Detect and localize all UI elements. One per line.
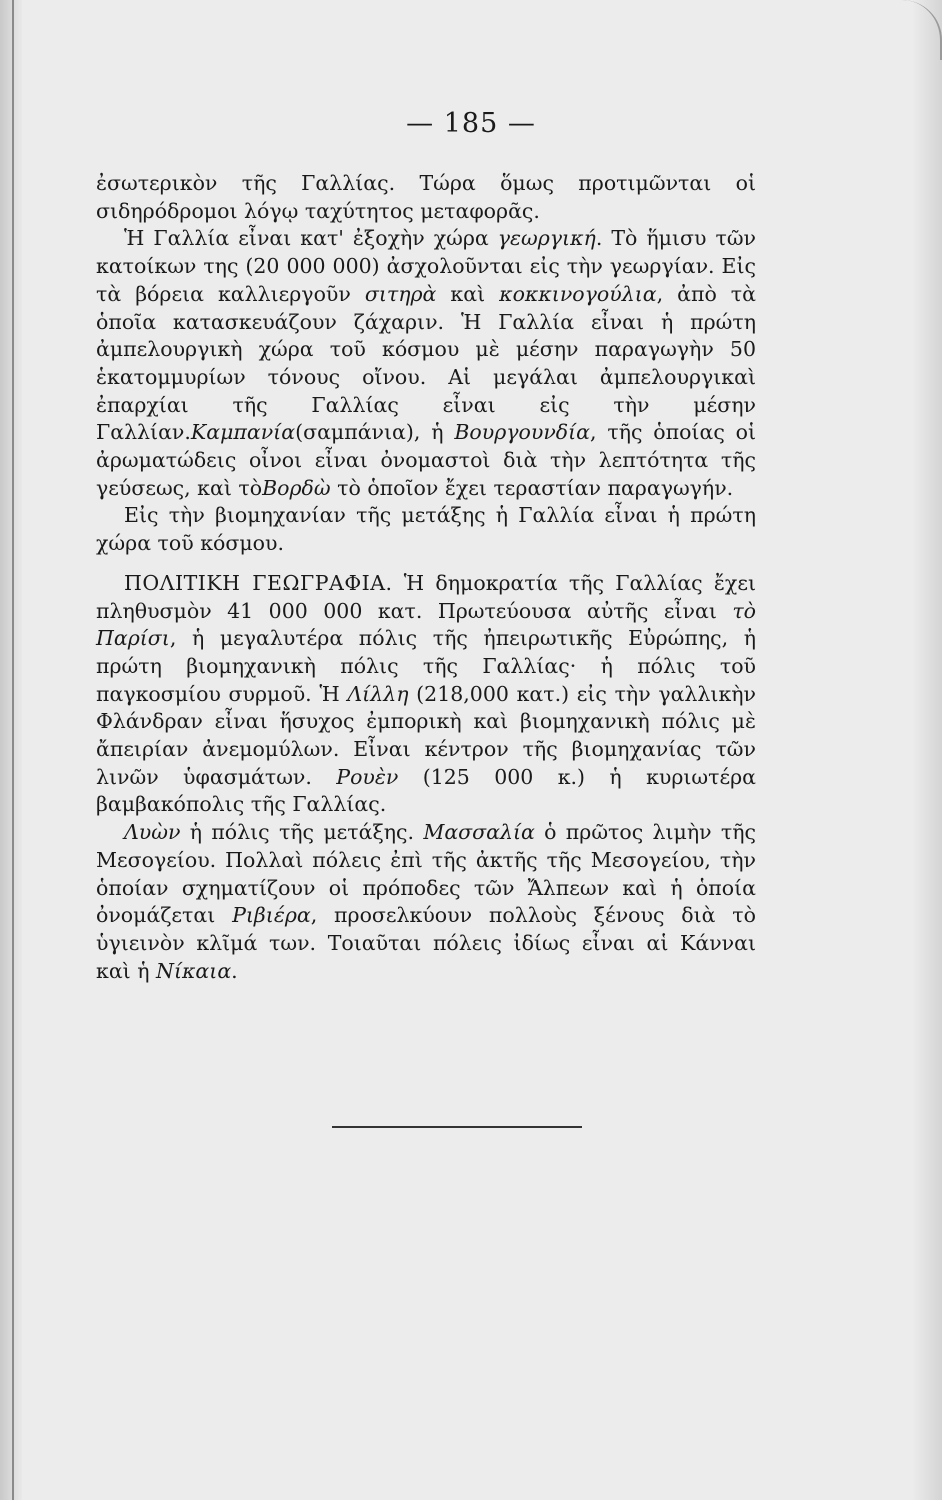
paragraph-3-text: Εἰς τὴν βιομηχανίαν τῆς μετάξης ἡ Γαλλία εἶναι ἡ πρώτη χώρα τοῦ κόσμου. (96, 503, 756, 556)
section-end-rule (332, 1126, 582, 1128)
paragraph-5 (96, 819, 756, 985)
paragraph-2-text-5: (σαμπάνια), ἡ (295, 420, 455, 445)
page-edge-line (12, 0, 14, 1500)
paragraph-2-text-7: τὸ ὁποῖον ἔχει τεραστίαν παραγωγήν. (330, 475, 734, 500)
paragraph-5-text-2: ὁ πρῶτος λιμὴν τῆς Μεσογείου. Πολλαὶ πόλεις ἐπὶ τῆς ἀκτῆς τῆς Μεσογείου, τὴν ὁποίαν σχηματίζουν οἱ πρόποδες τῶν Ἄλπεων καὶ ἡ ὁποία ὀνομάζεται (96, 820, 756, 928)
paragraph-5-emphasis-3: Ριβιέρα (232, 903, 311, 928)
paragraph-4-text-4: (125 000 κ.) ἡ κυριωτέρα βαμβακόπολις τῆς Γαλλίας. (96, 764, 757, 817)
page-number: — 185 — (406, 108, 536, 139)
paragraph-2-emphasis-3: κοκκινογούλια (499, 281, 657, 306)
page-binding-shadow (0, 0, 22, 1500)
paragraph-5-emphasis-2: Μασσαλία (423, 820, 535, 845)
paragraph-2-emphasis-5: Βουργουνδία (454, 420, 591, 445)
paragraph-5-text-3: , προσελκύουν πολλοὺς ξένους διὰ τὸ ὑγιεινὸν κλῖμά των. Τοιαῦται πόλεις ἰδίως εἶναι αἱ Κάνναι καὶ ἡ (96, 903, 756, 983)
paragraph-5-text-1: ἡ πόλις τῆς μετάξης. (180, 820, 424, 845)
section-heading: ΠΟΛΙΤΙΚΗ ΓΕΩΓΡΑΦΙΑ. (124, 570, 393, 595)
paragraph-2 (96, 225, 756, 502)
paragraph-4-text-3: (218,000 κατ.) εἰς τὴν γαλλικὴν Φλάνδραν εἶναι ἥσυχος ἐμπορικὴ καὶ βιομηχανικὴ πόλις μὲ ἄπειρίαν ἀνεμομύλων. Εἶναι κέντρον τῆς βιομηχανίας τῶν λινῶν ὑφασμάτων. (96, 681, 757, 789)
body-text (96, 170, 756, 985)
paragraph-2-emphasis-2: σιτηρὰ (364, 281, 437, 306)
paragraph-4-text-1: Ἡ δημοκρατία τῆς Γαλλίας ἔχει πληθυσμὸν 41 000 000 κατ. Πρωτεύουσα αὐτῆς εἶναι (96, 570, 756, 623)
paragraph-2-text-6: , τῆς ὁποίας οἱ ἀρωματώδεις οἶνοι εἶναι ὀνομαστοὶ διὰ τὴν λεπτότητα τῆς γεύσεως, καὶ τὸ (96, 420, 756, 500)
paragraph-4-emphasis-2: Λίλλη (347, 681, 409, 706)
paragraph-2-text-3: καὶ (436, 281, 500, 306)
paragraph-5-emphasis-1: Λυὼν (124, 820, 181, 845)
paragraph-2-emphasis-1: γεωργική (497, 226, 596, 251)
paragraph-2-emphasis-6: Βορδὼ (262, 475, 331, 500)
paragraph-4-text-2: , ἡ μεγαλυτέρα πόλις τῆς ἠπειρωτικῆς Εὐρώπης, ἡ πρώτη βιομηχανικὴ πόλις τῆς Γαλλίας· ἡ πόλις τοῦ παγκοσμίου συρμοῦ. Ἡ (96, 626, 756, 706)
paragraph-4-emphasis-3: Ρουὲν (336, 764, 399, 789)
paragraph-2-text-1: Ἡ Γαλλία εἶναι κατ' ἐξοχὴν χώρα (124, 226, 498, 251)
page-right-shadow (912, 0, 942, 1500)
paragraph-4-emphasis-1: τὸ Παρίσι (96, 598, 756, 651)
paragraph-1 (96, 170, 756, 225)
paragraph-2-text-4: , ἀπὸ τὰ ὁποῖα κατασκευάζουν ζάχαριν. Ἡ Γαλλία εἶναι ἡ πρώτη ἀμπελουργικὴ χώρα τοῦ κόσμου μὲ μέσην παραγωγὴν 50 ἑκατομμυρίων τόνους οἴνου. Αἱ μεγάλαι ἀμπελουργικαὶ ἐπαρχίαι τῆς Γαλλίας εἶναι εἰς τὴν μέσην Γαλλίαν. (96, 281, 756, 445)
paragraph-5-emphasis-4: Νίκαια (156, 958, 232, 983)
paragraph-4 (96, 570, 756, 819)
paragraph-1-text: ἐσωτερικὸν τῆς Γαλλίας. Τώρα ὅμως προτιμῶνται οἱ σιδηρόδρομοι λόγῳ ταχύτητος μεταφορᾶς. (96, 171, 756, 223)
paragraph-2-text-2: . Τὸ ἥμισυ τῶν κατοίκων της (20 000 000) ἀσχολοῦνται εἰς τὴν γεωργίαν. Εἰς τὰ βόρεια καλλιεργοῦν (96, 226, 756, 306)
paragraph-5-text-4: . (231, 958, 238, 983)
paragraph-3 (96, 502, 756, 557)
paragraph-2-emphasis-4: Καμπανία (190, 420, 296, 445)
